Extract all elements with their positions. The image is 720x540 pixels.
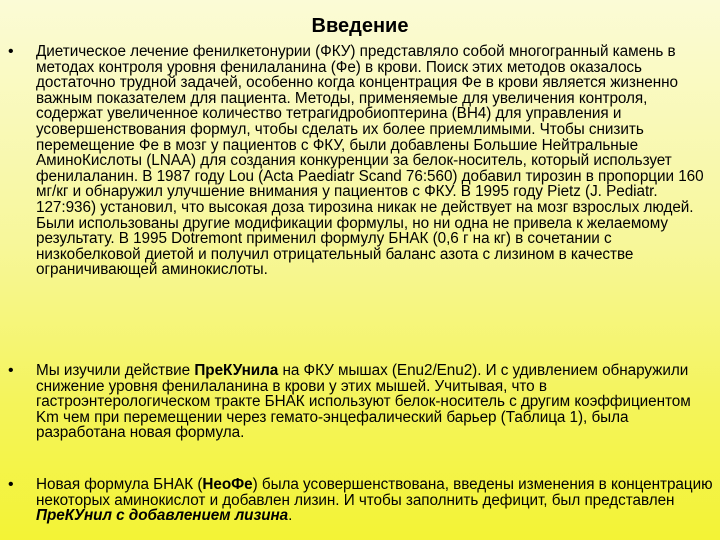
product-name-bold-italic: ПреКУнил с добавлением лизина: [36, 507, 289, 525]
slide-title: Введение: [311, 15, 409, 37]
bullet-text: [36, 477, 716, 524]
bullet-text-part: на ФКУ мышах (Enu2/Enu2). И с удивлением обнаружили снижение уровня фенилаланина в крови у этих мышей. Учитывая, что в гастроэнтерологическом тракте БНАК используют белок-носитель с другим коэффициентом Km чем при перемещении через гемато-энцефалический барьер (Таблица 1), была разработана новая формула.: [36, 362, 691, 442]
bullet-text-part: Мы изучили действие: [36, 362, 195, 379]
bullet-text-part: ) была усовершенствована, введены изменения в концентрацию некоторых аминокислот и добавлен лизин. И чтобы заполнить дефицит, был представлен: [36, 476, 713, 509]
bullet-text-part: .: [288, 507, 293, 525]
bullet-marker: •: [8, 476, 14, 493]
bullet-text: [36, 363, 716, 441]
bullet-marker: •: [8, 362, 14, 379]
bullet-marker: •: [8, 43, 14, 60]
bullet-text: Диетическое лечение фенилкетонурии (ФКУ) представляло собой многогранный камень в методах контроля уровня фенилаланина (Фе) в крови. Поиск этих методов оказалось достаточно трудной задачей, особенно когда концентрация Фе в крови является жизненно важным показателем для пациента. Методы, применяемые для увеличения контроля, содержат увеличенное количество тетрагидробиоптерина (BH4) для управления и усовершенствования формул, чтобы сделать их более приемлимыми. Чтобы снизить перемещение Фе в мозг у пациентов с ФКУ, были добавлены Большие Нейтральные АминоКислоты (LNAA) для создания конкуренции за белок-носитель, который использует фенилаланин. В 1987 году Lou (Acta Paediatr Scand 76:560) добавил тирозин в пропорции 160 мг/кг и обнаружил улучшение внимания у пациентов с ФКУ. В 1995 году Pietz (J. Pediatr. 127:936) установил, что высокая доза тирозина никак не действует на мозг взрослых людей. Были использованы другие модификации формулы, но ни одна не привела к желаемому результату. В 1995 Dotremont применил формулу БНАК (0,6 г на кг) в сочетании с низкобелковой диетой и получил отрицательный баланс азота с лизином в качестве ограничивающей аминокислоты.: [36, 43, 704, 279]
bullet-text-part: Новая формула БНАК (: [36, 476, 203, 493]
formula-name-bold: НеоФе: [202, 476, 253, 493]
product-name-bold: ПреКУнила: [194, 362, 279, 379]
